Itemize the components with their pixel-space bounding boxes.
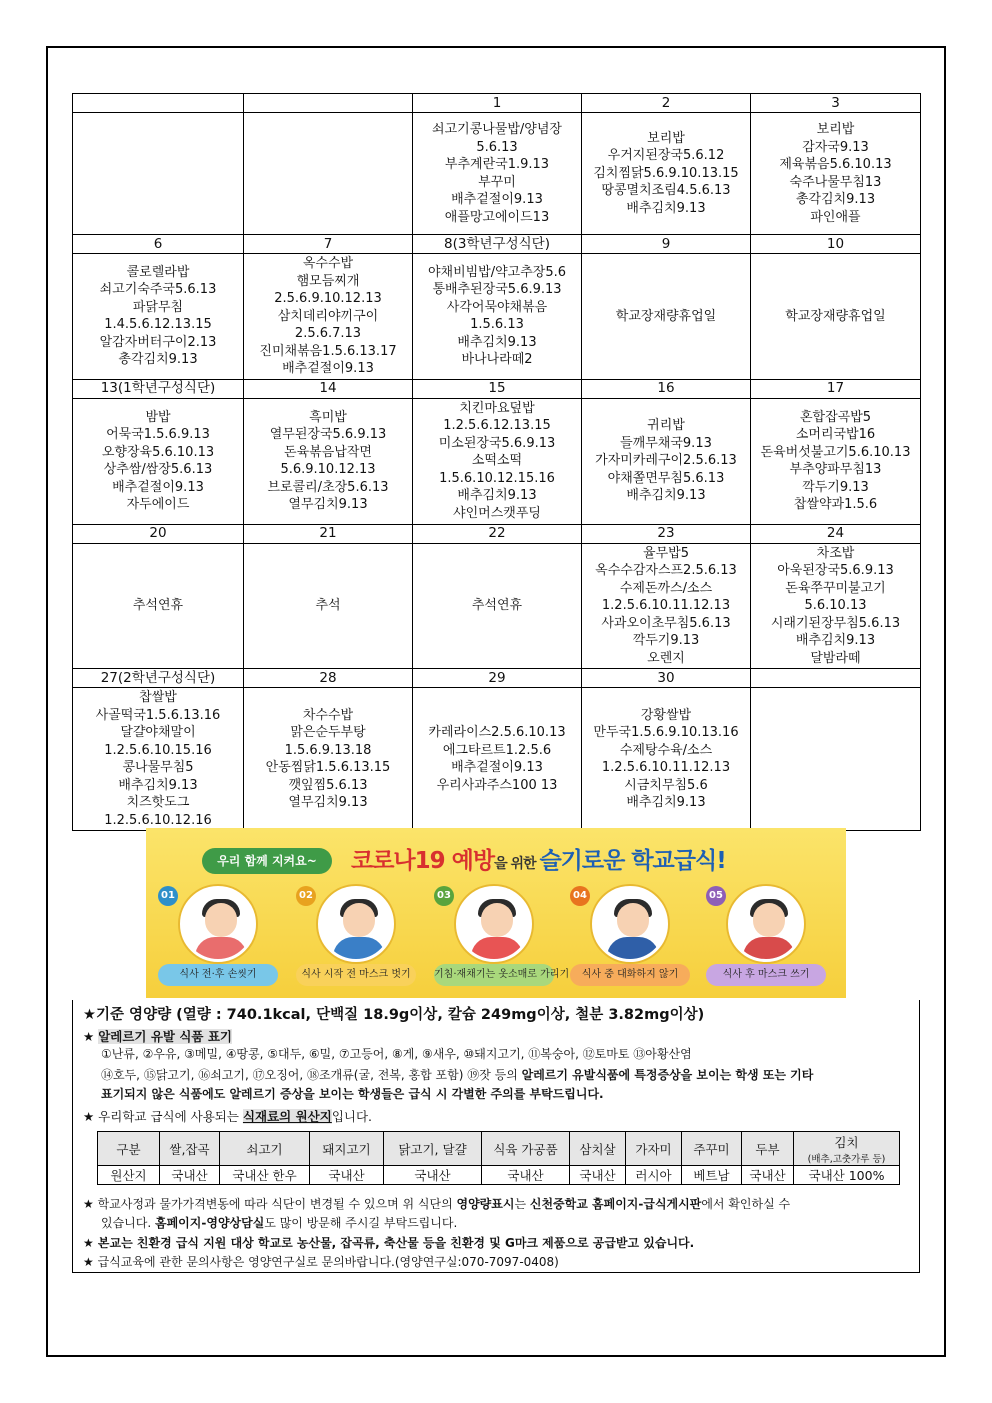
menu-cell [73,398,244,524]
menu-item: 가자미카레구이2.5.6.13 [595,453,737,469]
menu-item: 파닭무침 [132,299,184,315]
menu-item: 달밤라떼 [810,650,861,666]
origin-value-cell: 국내산 [384,1166,482,1185]
footnote-3: ★ 급식교육에 관한 문의사항은 영양연구실로 문의바랍니다.(영양연구실:070-7097-0408) [83,1255,559,1269]
menu-item: 돈육쭈꾸미불고기 [785,580,886,596]
menu-item: 야채쫄면무침5.6.13 [607,470,725,486]
day-number: 6 [73,235,244,254]
day-header-row [73,524,921,543]
menu-item: 추석연휴 [471,598,523,613]
menu-item: 시래기된장무침5.6.13 [770,615,901,631]
step-label: 식사 후 마스크 쓰기 [706,964,826,986]
person-body [195,937,247,962]
menu-item: 배추김치9.13 [457,488,537,504]
menu-item: 상추쌈/쌈장5.6.13 [103,462,213,477]
menu-item: 우리사과주스100 13 [436,777,558,793]
menu-item: 1.2.5.6.10.12.16 [104,812,212,828]
day-header-row [73,379,921,398]
menu-item: 귀리밥 [647,418,685,434]
menu-item: 1.5.6.10.12.15.16 [439,470,555,486]
menu-item: 통배추된장국5.6.9.13 [432,282,562,298]
person-face [205,903,237,937]
menu-item: 수제돈까스/소스 [619,580,713,596]
menu-item: 찹쌀약과1.5.6 [793,497,878,512]
day-number: 10 [751,235,921,254]
menu-item: 들깨무채국9.13 [620,435,712,451]
menu-cell [751,398,921,524]
step-illustration [592,886,668,962]
menu-cell [73,543,244,669]
menu-item: 감자국9.13 [802,139,869,155]
prevention-step [706,886,826,986]
day-number: 17 [751,379,921,398]
allergy-list-3: 표기되지 않은 식품에도 알레르기 증상을 보이는 학생들은 급식 시 각별한 주의를 부탁드립니다. [101,1087,604,1101]
menu-item: 아욱된장국5.6.9.13 [777,563,894,578]
origin-value-cell: 러시아 [626,1166,682,1185]
footnote-2: ★ 본교는 친환경 급식 지원 대상 학교로 농산물, 잡곡류, 축산물 등을 친환경 및 G마크 제품으로 공급받고 있습니다. [83,1236,695,1250]
day-header-row [73,94,921,113]
day-number: 23 [582,524,751,543]
origin-header-cell: 닭고기, 달걀 [384,1132,482,1166]
day-number: 14 [244,379,413,398]
menu-item: 쇠고기숙주국5.6.13 [99,282,217,298]
menu-item: 치즈핫도그 [126,795,190,810]
menu-item: 강황쌀밥 [640,707,692,723]
day-number: 9 [582,235,751,254]
menu-cell [582,688,751,831]
day-number: 16 [582,379,751,398]
banner-title [351,842,726,875]
step-number-badge: 05 [706,886,726,906]
menu-item: 파인애플 [810,209,861,225]
menu-item: 보리밥 [647,130,685,146]
menu-cell [413,543,582,669]
menu-item: 사골떡국1.5.6.13.16 [95,707,221,723]
menu-cell [244,398,413,524]
menu-item: 차조밥 [816,545,855,561]
day-number: 7 [244,235,413,254]
allergy-list-1: ①난류, ②우유, ③메밀, ④땅콩, ⑤대두, ⑥밀, ⑦고등어, ⑧게, ⑨새우, ⑩돼지고기, ⑪복숭아, ⑫토마토 ⑬아황산염 [101,1047,692,1061]
menu-item: 사과오이초무침5.6.13 [601,615,731,631]
person-face [343,903,375,937]
menu-item: 사각어묵야채볶음 [446,299,548,315]
menu-item: 보리밥 [816,122,855,137]
footnote-1: ★ 학교사정과 물가가격변동에 따라 식단이 변경될 수 있으며 위 식단의 영양량표시는 신천중학교 홈페이지-급식게시판에서 확인하실 수 [83,1197,791,1211]
day-number: 13(1학년구성식단) [73,379,244,398]
menu-item: 만두국1.5.6.9.10.13.16 [593,725,739,740]
step-label: 식사 중 대화하지 않기 [570,964,690,986]
menu-item: 총각김치9.13 [118,352,198,368]
menu-item: 2.5.6.7.13 [294,326,362,341]
menu-item: 우거지된장국5.6.12 [607,148,725,164]
day-number: 1 [413,94,582,113]
menu-item: 배추김치9.13 [118,777,198,793]
day-header-row [73,669,921,688]
menu-cell [751,254,921,380]
menu-item: 수제탕수육/소스 [619,742,713,758]
menu-item: 애플망고에이드13 [444,209,550,225]
menu-cell [582,254,751,380]
day-number: 28 [244,669,413,688]
prevention-step [570,886,690,986]
menu-item: 열무김치9.13 [288,497,368,512]
banner-title-blue: 슬기로운 학교급식! [539,848,726,874]
menu-item: 학교장재량휴업일 [615,308,717,324]
origin-header-cell: 돼지고기 [310,1132,384,1166]
menu-item: 제육볶음5.6.10.13 [779,157,892,172]
menu-cell [582,543,751,669]
menu-item: 오렌지 [647,650,685,666]
menu-item: 자두에이드 [126,497,190,512]
menu-item: 율무밥5 [643,545,689,561]
person-body [743,937,795,962]
menu-item: 5.6.13 [476,139,518,155]
menu-calendar-table [72,93,921,831]
menu-item: 깍두기9.13 [632,633,700,648]
step-label: 식사 전·후 손씻기 [158,964,278,986]
menu-item: 1.5.6.13 [470,317,524,333]
prevention-step [434,886,570,986]
step-illustration [180,886,256,962]
origin-header-cell: 식육 가공품 [482,1132,570,1166]
menu-cell [751,113,921,235]
menu-item: 안동찜닭1.5.6.13.15 [265,760,391,775]
menu-item: 배추겉절이9.13 [112,479,204,495]
menu-cell [244,113,413,235]
menu-item: 부추계란국1.9.13 [444,157,550,172]
menu-item: 야채비빔밥/약고추장5.6 [427,264,567,280]
menu-item: 배추김치9.13 [626,795,706,810]
day-number [73,94,244,113]
origin-header-cell: 삼치살 [570,1132,626,1166]
origin-header-cell: 두부 [742,1132,794,1166]
menu-cell [413,254,582,380]
menu-item: 1.2.5.6.10.11.12.13 [601,760,731,775]
origin-header-cell: 쌀,잡곡 [160,1132,220,1166]
menu-item: 돈육볶음납작면 [284,444,372,460]
menu-item: 진미채볶음1.5.6.13.17 [259,343,397,359]
person-face [481,903,513,937]
menu-cell [582,113,751,235]
origin-value-cell: 원산지 [98,1166,160,1185]
menu-item: 쇠고기콩나물밥/양념장 [432,122,562,137]
allergy-list-2: ⑭호두, ⑮닭고기, ⑯쇠고기, ⑰오징어, ⑱조개류(굴, 전복, 홍합 포함) ⑲잣 등의 알레르기 유발식품에 특정증상을 보이는 학생 또는 기타 [101,1068,814,1082]
menu-item: 옥수수감자스프2.5.6.13 [595,563,737,578]
menu-item: 삼치데리야끼구이 [277,308,379,324]
menu-item: 소떡소떡 [471,453,523,469]
menu-cell [582,398,751,524]
menu-item: 1.2.5.6.12.13.15 [443,418,551,434]
allergy-heading: ★ 알레르기 유발 식품 표기 [83,1029,232,1044]
origin-header-cell: 주꾸미 [682,1132,742,1166]
menu-item: 부꾸미 [478,174,516,190]
step-label: 식사 시작 전 마스크 벗기 [296,964,416,986]
banner-title-mid: 을 위한 [494,856,540,872]
menu-item: 열무김치9.13 [288,795,368,810]
menu-cell [751,543,921,669]
menu-cell [413,398,582,524]
menu-item: 1.2.5.6.10.15.16 [104,742,212,758]
menu-item: 미소된장국5.6.9.13 [438,435,556,451]
prevention-step [158,886,278,986]
banner-tag: 우리 함께 지켜요~ [202,848,332,874]
step-illustration [456,886,532,962]
origin-value-cell: 국내산 [310,1166,384,1185]
origin-header-cell: 구분 [98,1132,160,1166]
menu-cell [751,688,921,831]
menu-cell [244,688,413,831]
menu-cell [244,543,413,669]
menu-cell [413,688,582,831]
step-label: 기침·재채기는 옷소매로 가리기 [434,964,554,986]
menu-item: 소머리국밥16 [795,427,876,442]
menu-item: 배추겉절이9.13 [451,760,543,775]
menu-item: 밤밥 [145,409,171,425]
step-illustration [318,886,394,962]
day-number [751,669,921,688]
menu-item: 오향장육5.6.10.13 [101,444,215,460]
menu-item: 5.6.10.13 [804,598,867,613]
menu-cell [73,254,244,380]
footnote-1-cont: 있습니다. 홈페이지-영양상담실도 많이 방문해 주시길 부탁드립니다. [101,1216,458,1230]
person-body [471,937,523,962]
person-body [607,937,659,962]
day-number: 29 [413,669,582,688]
menu-item: 배추겉절이9.13 [282,361,374,376]
menu-cell [244,254,413,380]
menu-item: 부추양파무침13 [789,462,882,477]
banner-title-red: 코로나19 예방 [351,848,495,874]
person-body [333,937,385,962]
menu-row [73,254,921,380]
origin-value-cell: 베트남 [682,1166,742,1185]
menu-item: 치킨마요덮밥 [459,400,535,416]
covid-prevention-banner [146,828,846,998]
menu-row [73,688,921,831]
menu-item: 브로콜리/초장5.6.13 [267,479,389,495]
day-number: 3 [751,94,921,113]
kimchi-subtitle: (배추,고춧가루 등) [807,1153,886,1165]
menu-item: 에그타르트1.2.5.6 [442,742,552,758]
menu-item: 배추김치9.13 [626,200,706,216]
nutrition-standard: ★기준 영양량 (열량 : 740.1kcal, 단백질 18.9g이상, 칼슘 249mg이상, 철분 3.82mg이상) [83,1007,705,1023]
origin-header-cell: 가자미 [626,1132,682,1166]
menu-row [73,113,921,235]
menu-item: 김치찜닭5.6.9.10.13.15 [593,165,739,181]
menu-item: 차수수밥 [302,707,354,723]
day-number: 22 [413,524,582,543]
prevention-step [296,886,416,986]
menu-item: 숙주나물무침13 [789,174,882,190]
menu-cell [73,113,244,235]
day-number: 21 [244,524,413,543]
menu-item: 돈육버섯불고기5.6.10.13 [760,444,911,460]
menu-item: 흑미밥 [309,409,347,425]
menu-item: 알감자버터구이2.13 [99,334,217,350]
menu-row [73,398,921,524]
step-number-badge: 03 [434,886,454,906]
menu-item: 배추김치9.13 [795,633,876,648]
menu-item: 1.2.5.6.10.11.12.13 [601,598,731,613]
menu-item: 햄모듬찌개 [296,273,360,289]
origin-heading: ★ 우리학교 급식에 사용되는 식재료의 원산지입니다. [83,1109,373,1124]
origin-value-cell: 국내산 100% [794,1166,900,1185]
menu-item: 옥수수밥 [302,256,354,271]
day-number: 24 [751,524,921,543]
menu-item: 바나나라떼2 [461,352,533,368]
origin-value-cell: 국내산 [482,1166,570,1185]
day-number: 15 [413,379,582,398]
notes-section [72,1000,920,1273]
menu-item: 추석 [315,598,341,613]
origin-header-cell: 김치 (배추,고춧가루 등) [794,1132,900,1166]
menu-item: 혼합잡곡밥5 [799,409,872,425]
menu-item: 달걀야채말이 [120,725,196,740]
day-number: 20 [73,524,244,543]
menu-item: 2.5.6.9.10.12.13 [274,291,382,306]
origin-header-cell: 쇠고기 [220,1132,310,1166]
step-illustration [728,886,804,962]
menu-item: 콜로렐라밥 [126,264,190,280]
day-number: 30 [582,669,751,688]
day-number: 27(2학년구성식단) [73,669,244,688]
menu-item: 추석연휴 [132,598,184,613]
menu-item: 학교장재량휴업일 [785,308,886,324]
menu-item: 어묵국1.5.6.9.13 [106,427,210,442]
step-number-badge: 02 [296,886,316,906]
menu-item: 시금치무침5.6 [624,777,708,793]
person-face [753,903,785,937]
menu-item: 맑은순두부탕 [290,725,366,740]
origin-value-cell: 국내산 [160,1166,220,1185]
menu-item: 1.5.6.9.13.18 [284,742,372,758]
menu-cell [413,113,582,235]
menu-item: 1.4.5.6.12.13.15 [104,317,212,333]
menu-item: 깻잎찜5.6.13 [288,777,368,793]
origin-table [97,1131,900,1185]
day-number: 2 [582,94,751,113]
person-face [617,903,649,937]
menu-item: 열무된장국5.6.9.13 [269,427,387,442]
origin-value-cell: 국내산 [742,1166,794,1185]
menu-item: 깍두기9.13 [802,479,869,495]
menu-item: 배추김치9.13 [626,488,706,504]
menu-item: 샤인머스캣푸딩 [453,505,541,521]
menu-cell [73,688,244,831]
menu-item: 땅콩멸치조림4.5.6.13 [601,183,731,199]
step-number-badge: 04 [570,886,590,906]
menu-item: 배추김치9.13 [457,334,537,350]
menu-item: 콩나물무침5 [122,760,194,775]
menu-item: 찹쌀밥 [139,690,177,705]
menu-item: 카레라이스2.5.6.10.13 [428,725,566,740]
origin-value-cell: 국내산 한우 [220,1166,310,1185]
day-header-row [73,235,921,254]
step-number-badge: 01 [158,886,178,906]
menu-item: 배추겉절이9.13 [451,192,543,207]
origin-value-cell: 국내산 [570,1166,626,1185]
menu-item: 5.6.9.10.12.13 [280,462,376,477]
menu-row [73,543,921,669]
day-number [244,94,413,113]
day-number: 8(3학년구성식단) [413,235,582,254]
menu-item: 총각김치9.13 [795,192,876,207]
